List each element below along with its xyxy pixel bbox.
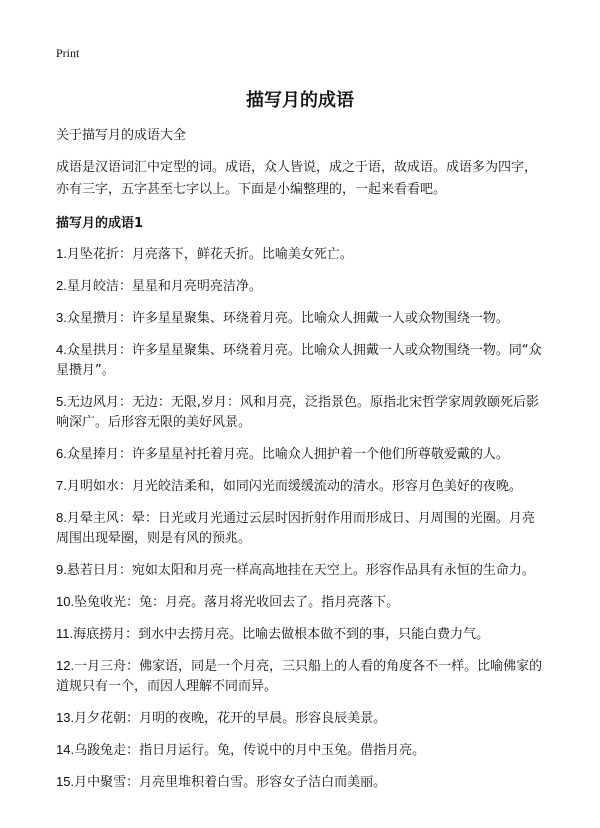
- list-item: [56, 276, 544, 297]
- item-text: 月夕花朝：月明的夜晚，花开的早晨。形容良辰美景。: [74, 711, 387, 726]
- item-text: 无边风月：无边：无限,岁月：风和月亮，泛指景色。原指北宋哲学家周敦颐死后影响深广。后形容无限的美好风景。: [56, 395, 539, 430]
- list-item: [56, 508, 544, 549]
- item-text: 月坠花折：月亮落下，鲜花夭折。比喻美女死亡。: [66, 247, 353, 262]
- document-subtitle: 关于描写月的成语大全: [56, 128, 187, 143]
- list-item: [56, 340, 544, 381]
- item-number: 6.: [56, 446, 67, 461]
- item-number: 2.: [56, 278, 67, 293]
- item-text: 海底捞月：到水中去捞月亮。比喻去做根本做不到的事，只能白费力气。: [73, 627, 490, 642]
- item-number: 5.: [56, 394, 67, 409]
- list-item: [56, 592, 544, 613]
- item-number: 10.: [56, 594, 75, 609]
- list-item: [56, 392, 544, 433]
- item-number: 1.: [56, 246, 67, 261]
- list-item: [56, 772, 544, 793]
- print-link[interactable]: Print: [56, 46, 80, 60]
- item-text: 乌踆兔走：指日月运行。兔，传说中的月中玉兔。借指月亮。: [74, 743, 426, 758]
- list-item: [56, 656, 544, 697]
- section-heading: 描写月的成语1: [56, 216, 144, 231]
- item-number: 8.: [56, 510, 67, 525]
- item-text: 月明如水：月光皎洁柔和，如同闪光而缓缓流动的清水。形容月色美好的夜晚。: [66, 479, 522, 494]
- item-text: 月中聚雪：月亮里堆积着白雪。形容女子洁白而美丽。: [74, 775, 387, 790]
- item-text: 一月三舟：佛家语，同是一个月亮，三只船上的人看的角度各不一样。比喻佛家的道规只有一个，而因人理解不同而异。: [56, 659, 543, 694]
- item-number: 4.: [56, 342, 67, 357]
- item-text: 悬若日月：宛如太阳和月亮一样高高地挂在天空上。形容作品具有永恒的生命力。: [66, 563, 535, 578]
- item-text: 坠兔收光：兔：月亮。落月将光收回去了。指月亮落下。: [74, 595, 400, 610]
- list-item: [56, 560, 544, 581]
- item-text: 众星拱月：许多星星聚集、环绕着月亮。比喻众人拥戴一人或众物围绕一物。同“众星攒月”。: [56, 343, 542, 378]
- list-item: [56, 624, 544, 645]
- item-text: 众星捧月：许多星星衬托着月亮。比喻众人拥护着一个他们所尊敬爱戴的人。: [66, 447, 509, 462]
- list-item: [56, 476, 544, 497]
- item-number: 15.: [56, 774, 75, 789]
- list-item: [56, 308, 544, 329]
- item-text: 星月皎洁：星星和月亮明亮洁净。: [66, 279, 262, 294]
- item-number: 7.: [56, 478, 67, 493]
- list-item: [56, 244, 544, 265]
- list-item: [56, 708, 544, 729]
- item-text: 月晕主风：晕：日光或月光通过云层时因折射作用而形成日、月周围的光圈。月亮周围出现晕圈，则是有风的预兆。: [56, 511, 535, 546]
- item-number: 3.: [56, 310, 67, 325]
- item-number: 12.: [56, 658, 75, 673]
- intro-paragraph: 成语是汉语词汇中定型的词。成语，众人皆说，成之于语，故成语。成语多为四字，亦有三字，五字甚至七字以上。下面是小编整理的，一起来看看吧。: [56, 160, 538, 197]
- item-number: 13.: [56, 710, 75, 725]
- list-item: [56, 444, 544, 465]
- item-number: 9.: [56, 562, 67, 577]
- item-text: 众星攒月：许多星星聚集、环绕着月亮。比喻众人拥戴一人或众物围绕一物。: [66, 311, 509, 326]
- list-item: [56, 740, 544, 761]
- item-number: 11.: [56, 626, 74, 641]
- item-number: 14.: [56, 742, 75, 757]
- page-title: 描写月的成语: [246, 90, 354, 111]
- idiom-list: [56, 244, 544, 793]
